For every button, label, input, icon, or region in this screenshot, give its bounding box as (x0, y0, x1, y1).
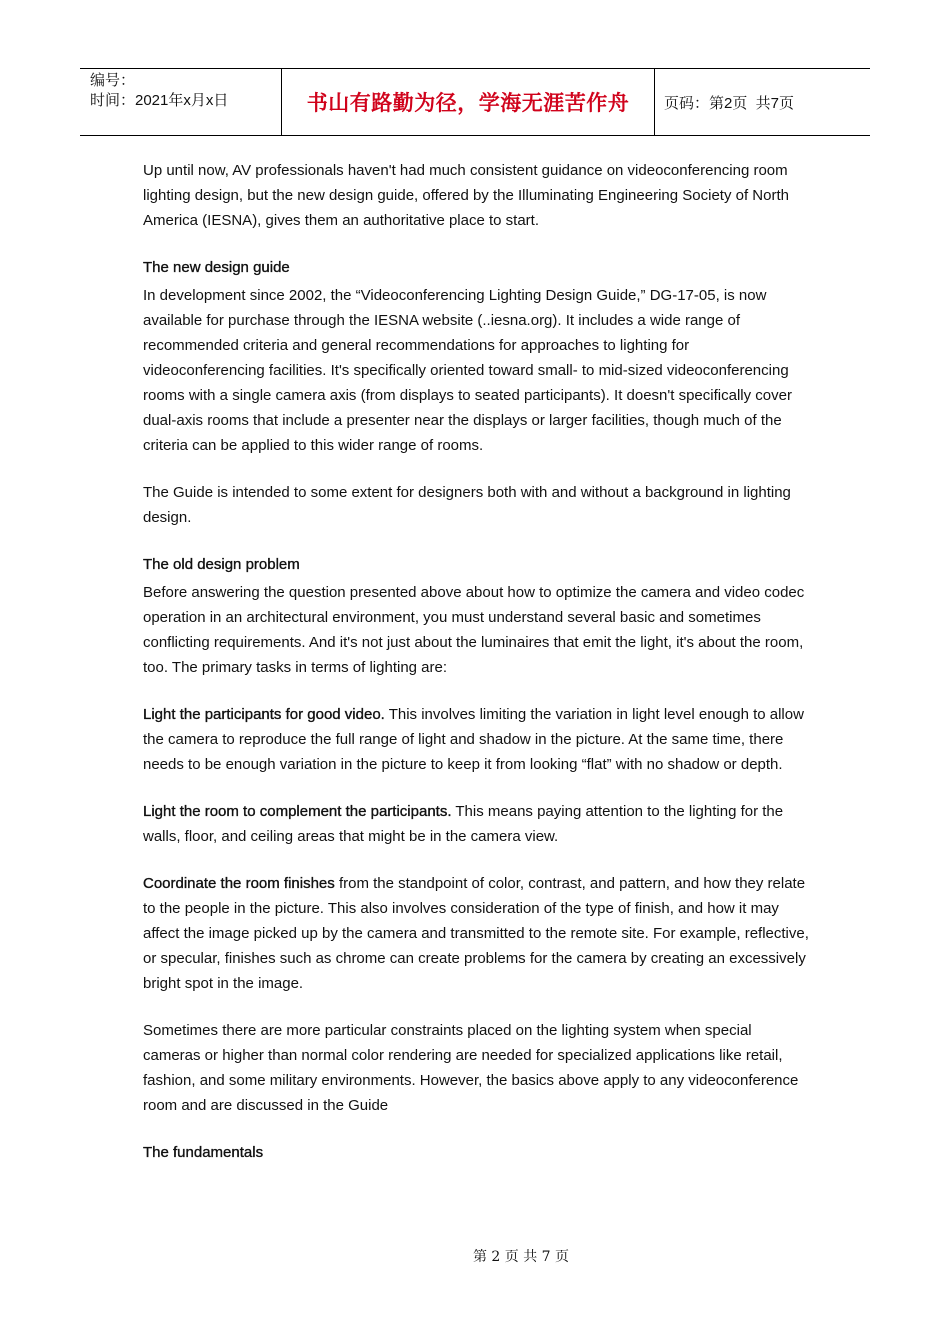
header-page-info (655, 69, 870, 135)
document-body (143, 158, 811, 1168)
section-heading-new-design-guide: The new design guide (143, 259, 290, 276)
intro-paragraph: Up until now, AV professionals haven't had much consistent guidance on videoconferencing room lighting design, but the new design guide, offered by the Illuminating Engineering Society of North America (IESNA), gives them an authoritative place to start. (143, 162, 789, 229)
task-title: Light the room to complement the participants. (143, 803, 452, 820)
task-paragraph-light-room (143, 799, 811, 849)
paragraph: Before answering the question presented above about how to optimize the camera and video codec operation in an architectural environment, you must understand several basic and sometimes conflicting requirements. And it's not just about the luminaires that emit the light, it's about the room, too. The primary tasks in terms of lighting are: (143, 584, 805, 676)
task-description: from the standpoint of color, contrast, and pattern, and how they relate to the people in the picture. This also involves consideration of the type of finish, and how it may affect the image picked up by the camera and transmitted to the remote site. For example, reflective, or specular, finishes such as chrome can create problems for the camera by creating an excessively bright spot in the image. (143, 875, 809, 992)
paragraph: In development since 2002, the “Videoconferencing Lighting Design Guide,” DG-17-05, is now available for purchase through the IESNA website (..iesna.org). It includes a wide range of recommended criteria and general recommendations for approaches to lighting for videoconferencing facilities. It's specifically oriented toward small- to mid-sized videoconferencing rooms with a single camera axis (from displays to seated participants). It doesn't specifically cover dual-axis rooms that include a presenter near the displays or larger facilities, though much of the criteria can be applied to this wider range of rooms. (143, 287, 792, 454)
paragraph: Sometimes there are more particular constraints placed on the lighting system when special cameras or higher than normal color rendering are needed for specialized applications like retail, fashion, and some military environments. However, the basics above apply to any videoconference room and are discussed in the Guide (143, 1022, 799, 1114)
header-meta (80, 69, 281, 135)
task-title: Coordinate the room finishes (143, 875, 335, 892)
header-page-info-text: 页码：第2页 共7页 (664, 94, 795, 112)
date-label: 时间：2021年x月x日 (90, 92, 229, 109)
page-footer: 第 2 页 共 7 页 (472, 1249, 570, 1265)
paragraph: The Guide is intended to some extent for designers both with and without a background in lighting design. (143, 484, 791, 526)
header-motto: 书山有路勤为径，学海无涯苦作舟 (281, 69, 655, 135)
document-number-label: 编号： (90, 72, 136, 89)
task-title: Light the participants for good video. (143, 706, 385, 723)
task-paragraph-room-finishes (143, 871, 811, 996)
section-heading-old-design-problem: The old design problem (143, 556, 300, 573)
task-description: This means paying attention to the lighting for the walls, floor, and ceiling areas that might be in the camera view. (143, 803, 784, 845)
task-paragraph-light-participants (143, 702, 811, 777)
page-header (80, 68, 870, 136)
section-heading-fundamentals: The fundamentals (143, 1144, 264, 1161)
task-description: This involves limiting the variation in light level enough to allow the camera to reproduce the full range of light and shadow in the picture. At the same time, there needs to be enough variation in the picture to keep it from looking “flat” with no shadow or depth. (143, 706, 804, 773)
